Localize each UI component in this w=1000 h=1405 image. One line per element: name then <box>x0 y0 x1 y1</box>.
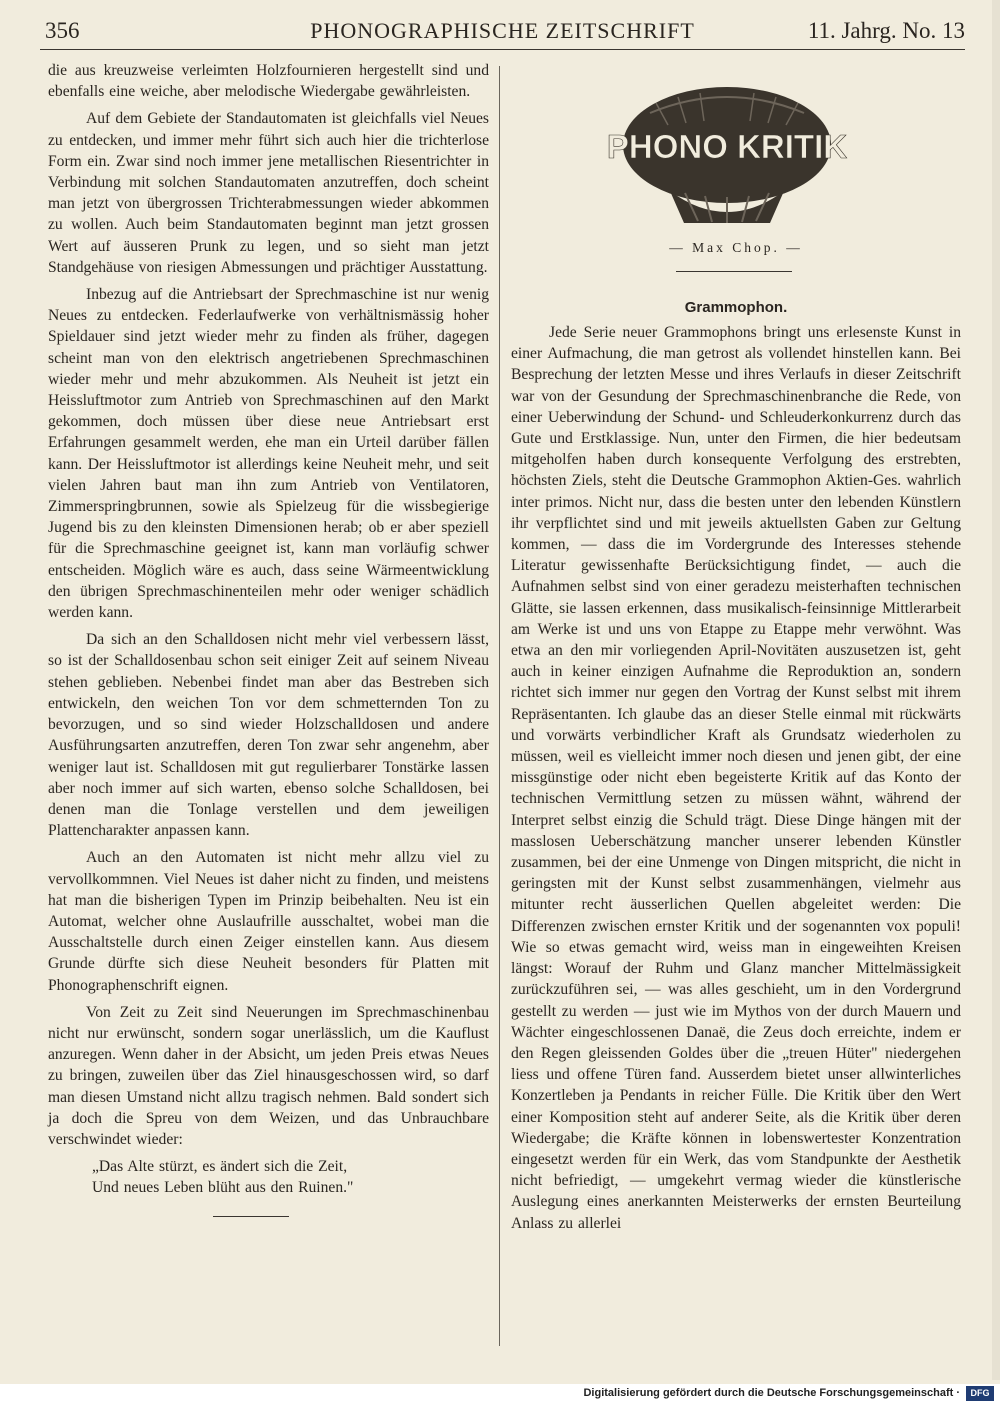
phono-kritik-logo <box>606 83 848 233</box>
quote-line: „Das Alte stürzt, es ändert sich die Zeit, <box>92 1158 348 1176</box>
verse-quote <box>92 1156 489 1198</box>
paragraph: Inbezug auf die Antriebsart der Sprechmaschine ist nur wenig Neues zu entdecken. Federlaufwerke von verhältnismässig hoher Spieldauer sind jetzt wieder mehr zu finden als früher, dagegen scheint man von den elektrisch angetriebenen Sprechmaschinen wieder mehr und mehr abzukommen. Als Neuheit ist jetzt ein Heissluftmotor zum Antrieb von Sprechmaschinen auf den Markt gekommen, doch müssen über diese neue Antriebsart erst Erfahrungen gesammelt werden, ehe man ein Urteil darüber fällen kann. Der Heissluftmotor ist allerdings keine Neuheit mehr, und seit vielen Jahren baut man ihn zum Antrieb von Ventilatoren, Zimmerspringbrunnen, sowie als Spielzeug für die wissbegierige Jugend bis zu den kleinsten Dimensionen herab; ob er aber speziell für die Sprechmaschine geeignet ist, kann man vorläufig schwer entscheiden. Möglich wäre es auch, dass seine Wärmeentwicklung den übrigen Sprechmaschinenteilen mehr oder weniger schädlich werden kann. <box>48 286 489 622</box>
footer-bar <box>0 1384 1000 1405</box>
footer-credit: Digitalisierung gefördert durch die Deutsche Forschungsgemeinschaft · <box>583 1387 960 1399</box>
logo-graphic <box>606 83 848 233</box>
page-number: 356 <box>45 18 80 43</box>
paragraph: Auf dem Gebiete der Standautomaten ist gleichfalls viel Neues zu entdecken, und immer mehr führt sich auch hier die trichterlose Form ein. Zwar sind noch immer jene metallischen Riesentrichter in Verbindung mit solchen Standautomaten anzutreffen, doch scheint man jetzt von übergrossen Trichterabmessungen wieder abkommen zu wollen. Auch beim Standautomaten beginnt man jetzt grossen Wert auf äusseren Prunk zu legen, und so sieht man jetzt Standgehäuse von riesigen Abmessungen und prächtiger Ausstattung. <box>48 110 489 276</box>
quote-line: Und neues Leben blüht aus den Ruinen." <box>92 1179 354 1197</box>
scan-edge <box>992 0 1000 1380</box>
page-header <box>40 14 965 50</box>
section-rule <box>676 271 792 272</box>
right-column <box>511 322 961 1240</box>
dfg-logo: DFG <box>966 1386 994 1401</box>
paragraph: Da sich an den Schalldosen nicht mehr viel verbessern lässt, so ist der Schalldosenbau schon seit einiger Zeit auf seinem Niveau stehen geblieben. Nebenbei findet man aber das Bestreben sich entwickeln, den weichen Ton vor dem schmetternden Ton zu bevorzugen, und so sind wieder Holzschalldosen und andere Ausführungsarten anzutreffen, deren Ton zwar sehr angenehm, aber weniger laut ist. Schalldosen mit gut regulierbarer Tonstärke lassen aber noch immer auf sich warten, ebenso solche Schalldosen, bei denen man die Tonlage verstellen und dem jeweiligen Plattencharakter anpassen kann. <box>48 631 489 840</box>
column-divider <box>499 66 500 1346</box>
logo-text: PHONO KRITIK <box>606 128 848 165</box>
byline: — Max Chop. — <box>669 240 803 255</box>
paragraph: Von Zeit zu Zeit sind Neuerungen im Sprechmaschinenbau nicht nur erwünscht, sondern sogar unerlässlich, um die Kauflust anzuregen. Wenn daher in der Absicht, um jeden Preis etwas Neues zu bringen, zuweilen über das Ziel hinausgeschossen wird, so darf man diesen Umstand nicht allzu tragisch nehmen. Bald sondert sich ja doch die Spreu von dem Weizen, und das Unbrauchbare verschwindet wieder: <box>48 1003 489 1148</box>
left-column <box>48 60 489 1217</box>
header-rule <box>40 49 965 50</box>
end-rule <box>213 1216 289 1217</box>
issue-label: 11. Jahrg. No. 13 <box>807 18 965 43</box>
paragraph: Auch an den Automaten ist nicht mehr allzu viel zu vervollkommnen. Viel Neues ist daher nicht zu finden, und meistens hat man die bisherigen Typen im Prinzip beibehalten. Neu ist ein Automat, welcher ohne Auslaufrille ausschaltet, wobei man die Ausschaltstelle durch einen Zeiger einstellen kann. Aus diesem Grunde dürfte sich diese Neuheit besonders für Platten mit Phonographenschrift eignen. <box>48 849 489 994</box>
journal-title: PHONOGRAPHISCHE ZEITSCHRIFT <box>310 18 695 43</box>
paragraph: die aus kreuzweise verleimten Holzfournieren hergestellt sind und ebenfalls eine weiche, aber melodische Wiedergabe gewährleisten. <box>48 62 489 101</box>
section-title: Grammophon. <box>684 299 788 316</box>
paragraph: Jede Serie neuer Grammophons bringt uns erlesenste Kunst in einer Aufmachung, die man getrost als vollendet hinstellen kann. Bei Besprechung der letzten Messe und ihres Verlaufs in dieser Zeitschrift war von der Gesundung der Sprechmaschinenbranche die Rede, von einer Ueberwindung der Schund- und Schleuderkonkurrenz durch das Gute und Erstklassige. Nun, unter den Firmen, die hier bedeutsam mitgeholfen haben durch konsequente Verfolgung des erstrebten, höchsten Ziels, steht die Deutsche Grammophon Aktien-Ges. wahrlich inter primos. Nicht nur, dass die besten unter den lebenden Künstlern ihr verpflichtet sind und mit jeweils aktuellsten Gaben zur Geltung kommen, — dass die im Vordergrunde des Interesses stehende Literatur gewissenhafte Berücksichtigung findet, — auch die Aufnahmen selbst sind von einer geradezu meisterhaften technischen Glätte, sie lassen erkennen, dass musikalisch-feinsinnige Mittlerarbeit am Werke ist und uns von Etappe zu Etappe mehr verwöhnt. Was etwa an den mir vorliegenden April-Novitäten auszusetzen ist, geht auch in keiner einzigen Aufnahme die Reproduktion an, sondern richtet sich immer nur gegen den Vortrag der Kunst selbst mit ihrem Repräsentanten. Ich glaube das an dieser Stelle einmal mit rückwärts und vorwärts verbindlicher Kraft als Grundsatz wiederholen zu müssen, weil es vielleicht immer noch diesen und jenen gibt, der eine missgünstige oder nicht eben begeisterte Kritik auf das Konto der technischen Vermittlung setzen zu müssen wähnt, während der Interpret selbst einzig die Schuld trägt. Diese Dinge hängen mit der masslosen Ueberschätzung mancher unserer lebenden Künstler zusammen, bei der eine Unmenge von Dingen mitspricht, die nicht in geringsten mit der Kunst selbst zusammenhängen, vielmehr aus mitunter recht äusserlichen Quellen abgeleitet werden: Die Differenzen zwischen ernster Kritik und der sogenannten vox populi! Wie so etwas gemacht wird, weiss man in eingeweihten Kreisen längst: Worauf der Ruhm und Glanz mancher Mittelmässigkeit zurückzuführen sei, — was alles geschieht, um in den Vordergrund gestellt zu werden — just wie im Mythos von der durch Mauern und Wächter eingeschlossenen Danaë, die Zeus doch erreichte, indem er den Regen gleissenden Goldes über die „treuen Hüter" niedergehen liess und offene Türen fand. Ausserdem bietet unser allwinterliches Konzertleben ja Pendants in reicher Fülle. Die Kritik über den Wert einer Komposition steht auf anderer Seite, als die Kritik über deren Wiedergabe; die Kräfte können in lobenswertester Konzentration eingesetzt werden für ein Werk, das vom Standpunkte der Aesthetik nicht befriedigt, — umgekehrt vermag wieder die künstlerische Auslegung eines anerkannten Meisterwerks der ernsten Beurteilung Anlass zu allerlei <box>511 324 961 1232</box>
